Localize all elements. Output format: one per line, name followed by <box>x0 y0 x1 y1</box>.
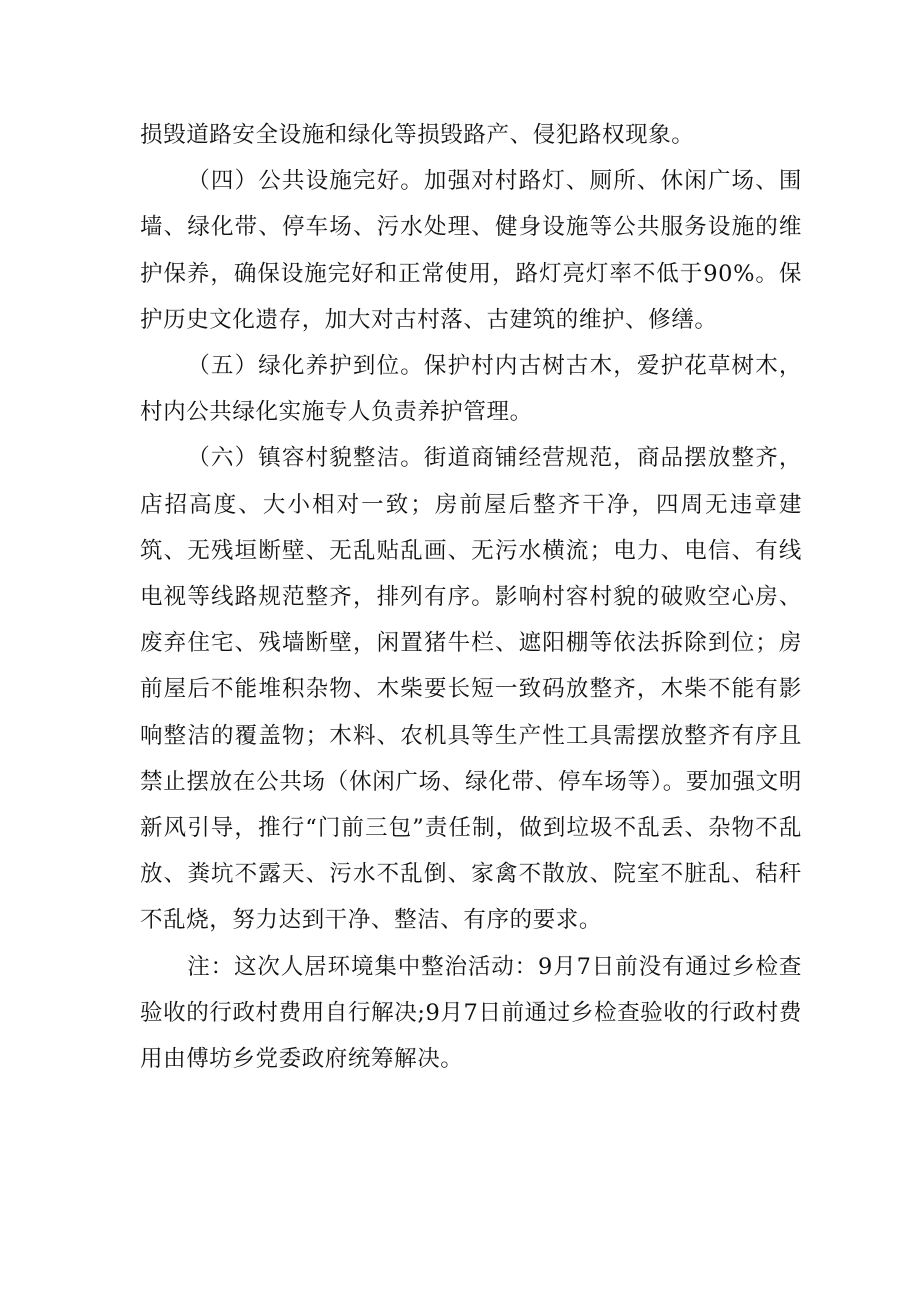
document-body <box>140 112 802 1082</box>
paragraph-section-4-public-facilities: （四）公共设施完好。加强对村路灯、厕所、休闲广场、围墙、绿化带、停车场、污水处理、健身设施等公共服务设施的维护保养，确保设施完好和正常使用，路灯亮灯率不低于90%。保护历史文化遗存，加大对古村落、古建筑的维护、修缮。 <box>140 168 802 333</box>
paragraph-continuation: 损毁道路安全设施和绿化等损毁路产、侵犯路权现象。 <box>140 122 695 148</box>
paragraph-section-5-greening: （五）绿化养护到位。保护村内古树古木，爱护花草树木，村内公共绿化实施专人负责养护管理。 <box>140 353 802 426</box>
paragraph-note: 注：这次人居环境集中整治活动：9月7日前没有通过乡检查验收的行政村费用自行解决;9月7日前通过乡检查验收的行政村费用由傅坊乡党委政府统筹解决。 <box>140 953 802 1073</box>
paragraph-section-6-village-appearance: （六）镇容村貌整洁。街道商铺经营规范，商品摆放整齐，店招高度、大小相对一致；房前屋后整齐干净，四周无违章建筑、无残垣断壁、无乱贴乱画、无污水横流；电力、电信、有线电视等线路规范整齐，排列有序。影响村容村貌的破败空心房、废弃住宅、残墙断壁，闲置猪牛栏、遮阳棚等依法拆除到位；房前屋后不能堆积杂物、木柴要长短一致码放整齐，木柴不能有影响整洁的覆盖物；木料、农机具等生产性工具需摆放整齐有序且禁止摆放在公共场（休闲广场、绿化带、停车场等）。要加强文明新风引导，推行“门前三包”责任制，做到垃圾不乱丢、杂物不乱放、粪坑不露天、污水不乱倒、家禽不散放、院室不脏乱、秸秆不乱烧，努力达到干净、整洁、有序的要求。 <box>140 445 802 934</box>
